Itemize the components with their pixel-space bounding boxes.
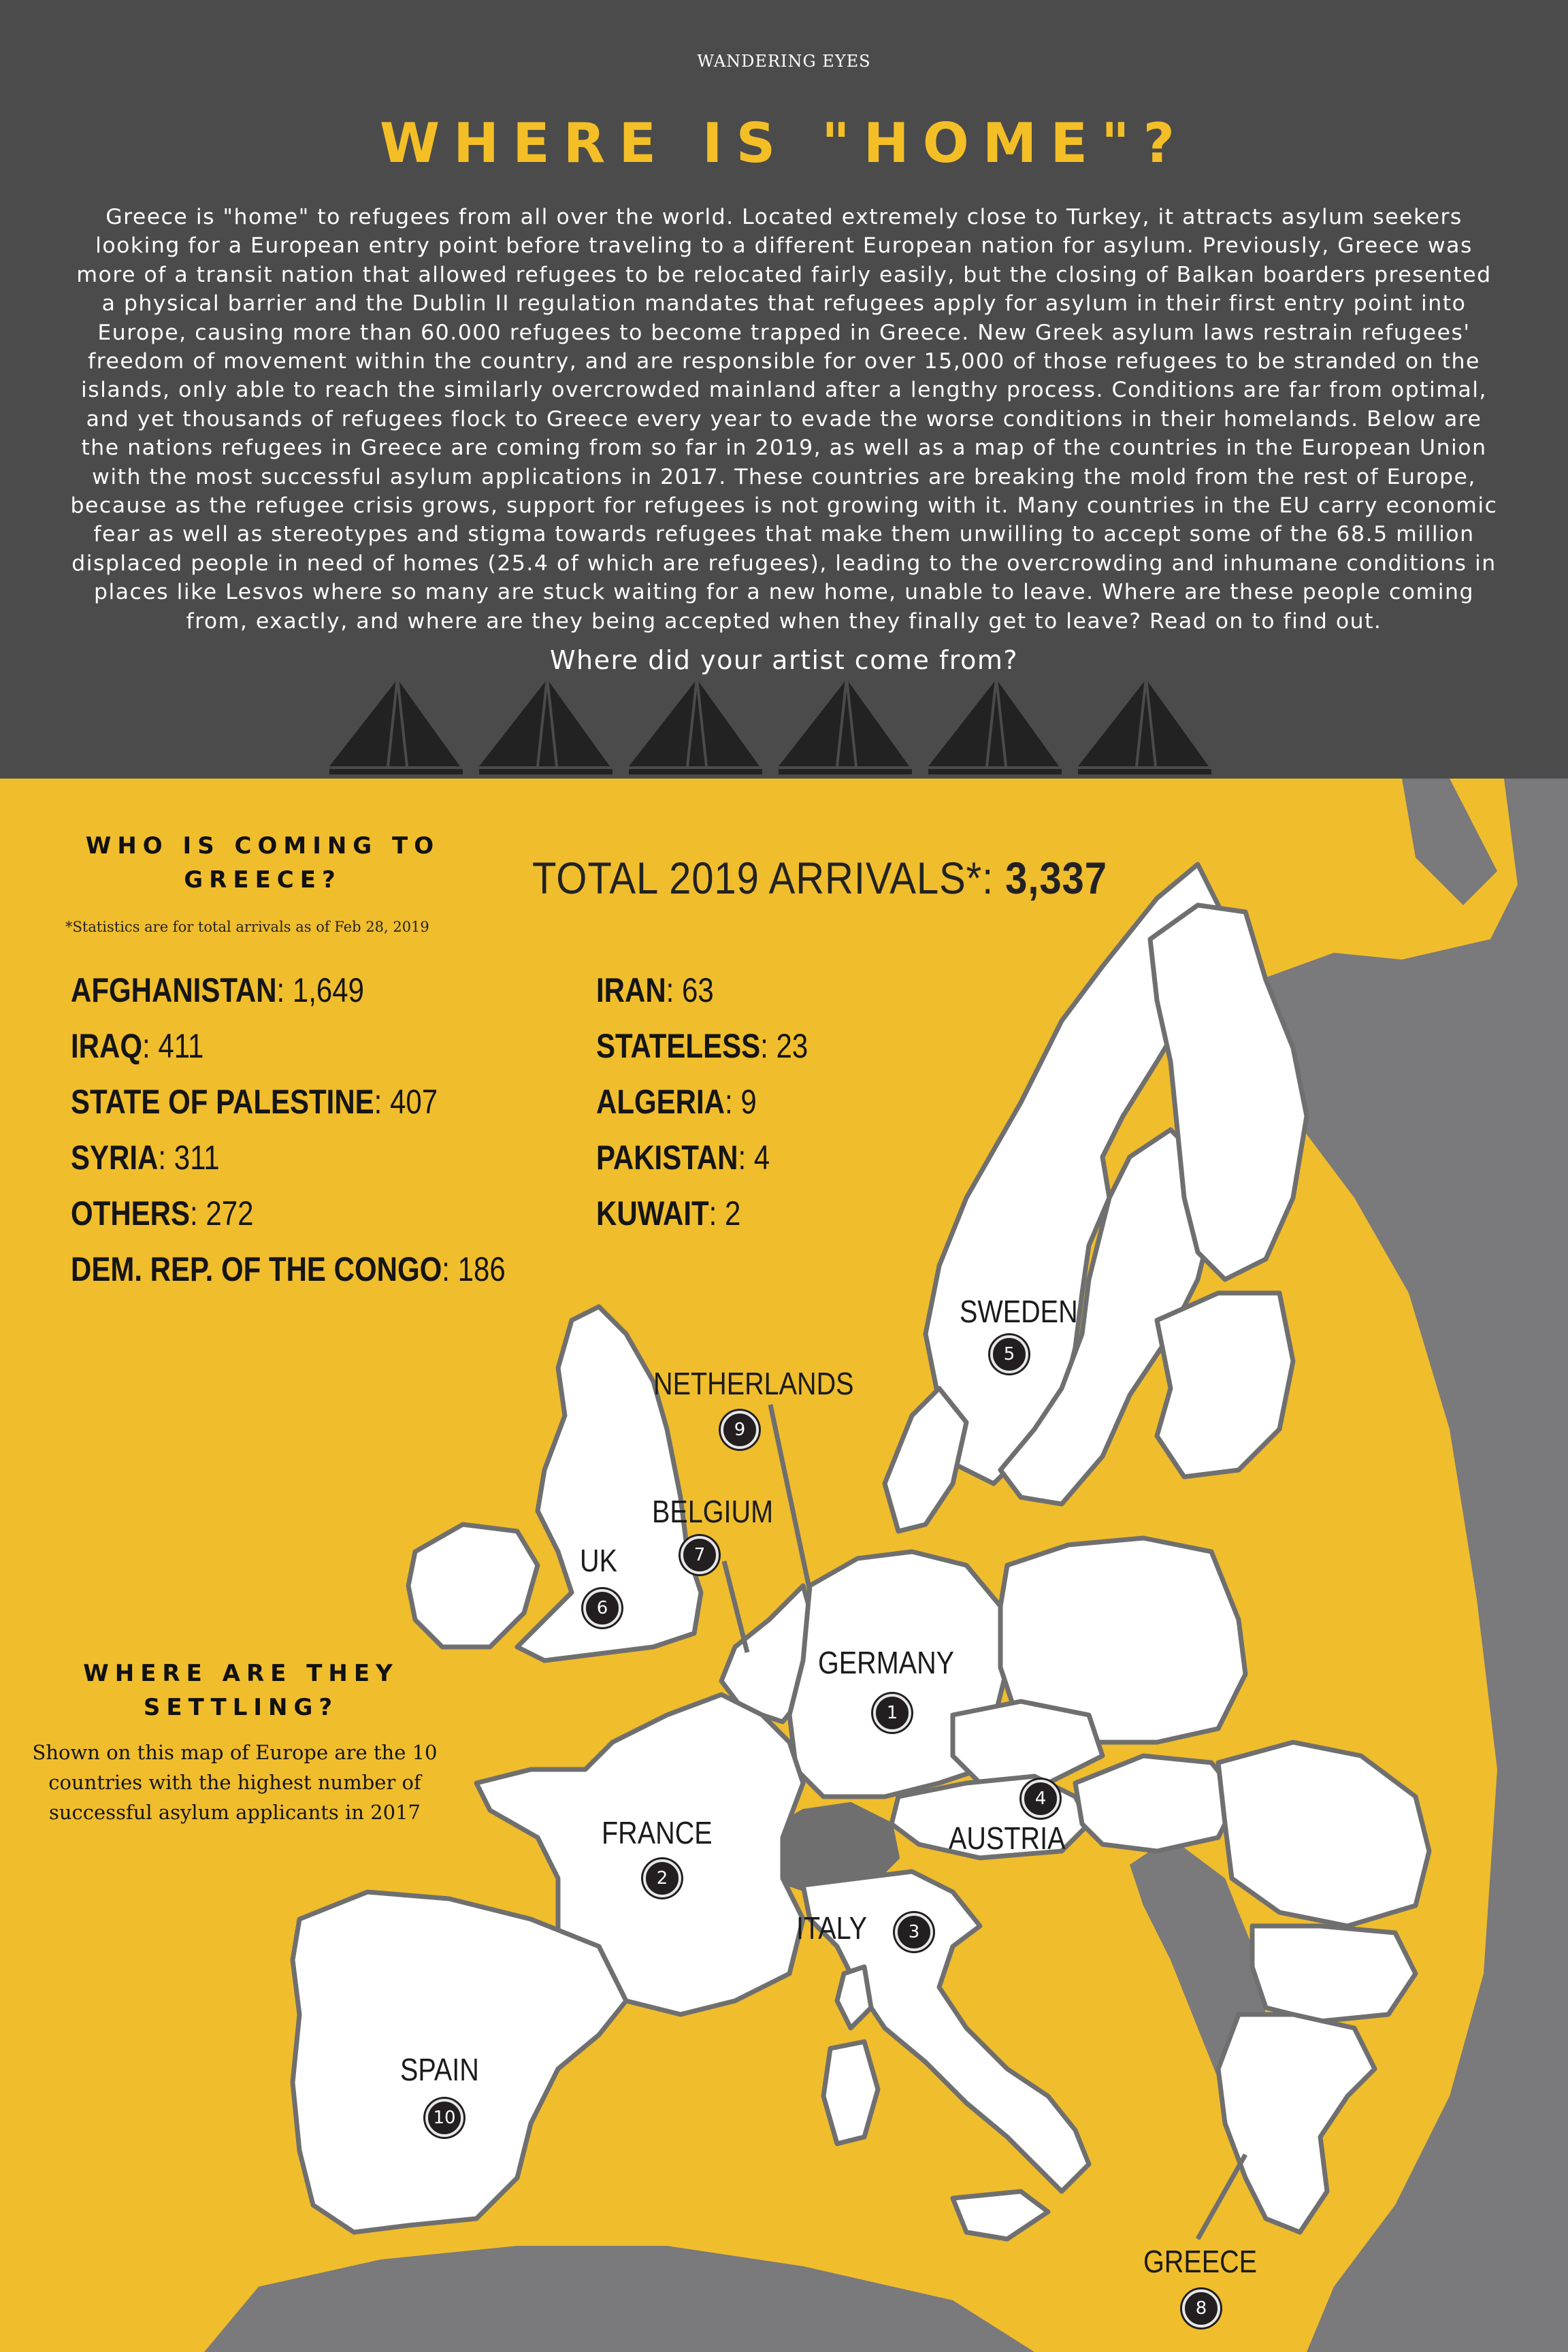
stat-row: DEM. REP. OF THE CONGO: 186 (71, 1250, 506, 1288)
europe-map (0, 779, 1568, 2352)
stat-row: IRAN: 63 (596, 971, 714, 1009)
rank-badge-greece: 8 (1182, 2289, 1220, 2328)
country-label-belgium: BELGIUM (652, 1494, 774, 1529)
land-sardinia (823, 2042, 878, 2144)
stat-value: 1,649 (292, 971, 364, 1009)
country-label-uk: UK (580, 1543, 617, 1578)
stat-country: STATE OF PALESTINE (71, 1083, 374, 1121)
stat-country: KUWAIT (596, 1194, 709, 1232)
rank-badge-sweden: 5 (990, 1335, 1028, 1373)
stat-country: IRAN (596, 971, 666, 1009)
country-label-austria: AUSTRIA (949, 1820, 1066, 1856)
stat-country: IRAQ (71, 1027, 142, 1065)
stat-row: STATELESS: 23 (596, 1027, 808, 1065)
belgium-leader (724, 1561, 747, 1652)
land-africa (204, 2246, 1034, 2352)
tent-icon (479, 678, 612, 774)
coming-heading: WHO IS COMING TO GREECE? (85, 832, 440, 894)
rank-badge-austria: 4 (1022, 1780, 1060, 1818)
rank-badge-netherlands: 9 (721, 1411, 759, 1449)
tent-icon (329, 678, 463, 774)
land-sicily (953, 2191, 1048, 2239)
total-label: TOTAL 2019 ARRIVALS*: (532, 853, 994, 903)
land-ireland (408, 1524, 538, 1647)
stat-value: 4 (753, 1139, 770, 1177)
rank-badge-germany: 1 (873, 1694, 911, 1732)
tent-icon (779, 678, 912, 774)
artist-question[interactable]: Where did your artist come from? (549, 645, 1019, 675)
stat-value: 411 (158, 1027, 204, 1065)
rank-badge-france: 2 (643, 1859, 681, 1897)
rank-badge-uk: 6 (583, 1589, 621, 1627)
rank-badge-belgium: 7 (681, 1536, 719, 1574)
tent-icon (629, 678, 762, 774)
stat-value: 311 (174, 1139, 220, 1177)
netherlands-leader (770, 1405, 810, 1591)
land-faroe (1402, 779, 1497, 905)
stat-value: 63 (682, 971, 714, 1009)
stat-row: PAKISTAN: 4 (596, 1139, 770, 1177)
intro-paragraph: Greece is "home" to refugees from all over the world. Located extremely close to Turkey, it attracts asylum seekers looking for a European entry point before traveling to a different European nation for asylum. Previously, Greece was more of a transit nation that allowed refugees to be relocated fairly easily, but the closing of Balkan boarders presented a physical barrier and the Dublin II regulation mandates that refugees apply for asylum in their first entry point into Europe, causing more than 60.000 refugees to become trapped in Greece. New Greek asylum laws restrain refugees' freedom of movement within the country, and are responsible for over 15,000 of those refugees to be stranded on the islands, only able to reach the similarly overcrowded mainland after a lengthy process. Conditions are far from optimal, and yet thousands of refugees flock to Greece every year to evade the worse conditions in their homelands. Below are the nations refugees in Greece are coming from so far in 2019, as well as a map of the countries in the European Union with the most successful asylum applications in 2017. These countries are breaking the mold from the rest of Europe, because as the refugee crisis grows, support for refugees is not growing with it. Many countries in the EU carry economic fear as well as stereotypes and stigma towards refugees that make them unwilling to accept some of the 68.5 million displaced people in need of homes (25.4 of which are refugees), leading to the overcrowding and inhumane conditions in places like Lesvos where so many are stuck waiting for a new home, unable to leave. Where are these people coming from, exactly, and where are they being accepted when they finally get to leave? Read on to find out. (70, 205, 1498, 634)
stat-country: PAKISTAN (596, 1139, 738, 1177)
settling-description: Shown on this map of Europe are the 10 countries with the highest number of successful asylum applicants in 2017 (32, 1741, 438, 1824)
greece-leader (1198, 2155, 1245, 2239)
country-label-greece: GREECE (1143, 2244, 1258, 2279)
country-label-spain: SPAIN (400, 2052, 479, 2087)
tent-icon (928, 678, 1062, 774)
stat-value: 2 (725, 1194, 741, 1232)
country-label-germany: GERMANY (818, 1645, 955, 1680)
total-value: 3,337 (1005, 853, 1107, 903)
tent-icon (1078, 678, 1211, 774)
country-label-italy: ITALY (796, 1910, 868, 1946)
stat-row: ALGERIA: 9 (596, 1083, 757, 1121)
stat-value: 9 (740, 1083, 757, 1121)
stats-note: *Statistics are for total arrivals as of Feb 28, 2019 (65, 919, 429, 935)
country-label-netherlands: NETHERLANDS (653, 1366, 854, 1401)
stat-country: ALGERIA (596, 1083, 725, 1121)
stat-row: IRAQ: 411 (71, 1027, 204, 1065)
stat-value: 23 (776, 1027, 808, 1065)
stat-row: OTHERS: 272 (71, 1194, 254, 1232)
stat-row: AFGHANISTAN: 1,649 (71, 971, 364, 1009)
land-corsica (837, 1967, 871, 2028)
land-romania (1218, 1742, 1429, 1926)
country-label-sweden: SWEDEN (960, 1294, 1078, 1329)
country-label-france: FRANCE (602, 1815, 713, 1850)
stat-country: DEM. REP. OF THE CONGO (71, 1250, 442, 1288)
stat-country: AFGHANISTAN (71, 971, 277, 1009)
stat-value: 407 (390, 1083, 438, 1121)
stat-row: KUWAIT: 2 (596, 1194, 741, 1232)
land-greece (1218, 2014, 1375, 2232)
land-czechia (953, 1701, 1102, 1783)
stat-value: 186 (457, 1250, 506, 1288)
stat-country: SYRIA (71, 1139, 159, 1177)
land-denmark (885, 1388, 966, 1531)
stat-country: OTHERS (71, 1194, 191, 1232)
settling-heading: WHERE ARE THEY SETTLING? (83, 1660, 399, 1721)
stat-value: 272 (206, 1194, 254, 1232)
land-hungary (1075, 1756, 1239, 1851)
stat-row: SYRIA: 311 (71, 1139, 220, 1177)
rank-badge-italy: 3 (895, 1913, 933, 1951)
land-bulgaria (1252, 1926, 1416, 2021)
tents-illustration (0, 664, 1568, 780)
rank-badge-spain: 10 (425, 2099, 463, 2137)
brand-name: WANDERING EYES (697, 52, 871, 71)
land-baltics (1157, 1293, 1293, 1477)
stat-row: STATE OF PALESTINE: 407 (71, 1083, 438, 1121)
page-title: WHERE IS "HOME"? (379, 112, 1189, 175)
total-arrivals (532, 852, 1107, 904)
stat-country: STATELESS (596, 1027, 761, 1065)
